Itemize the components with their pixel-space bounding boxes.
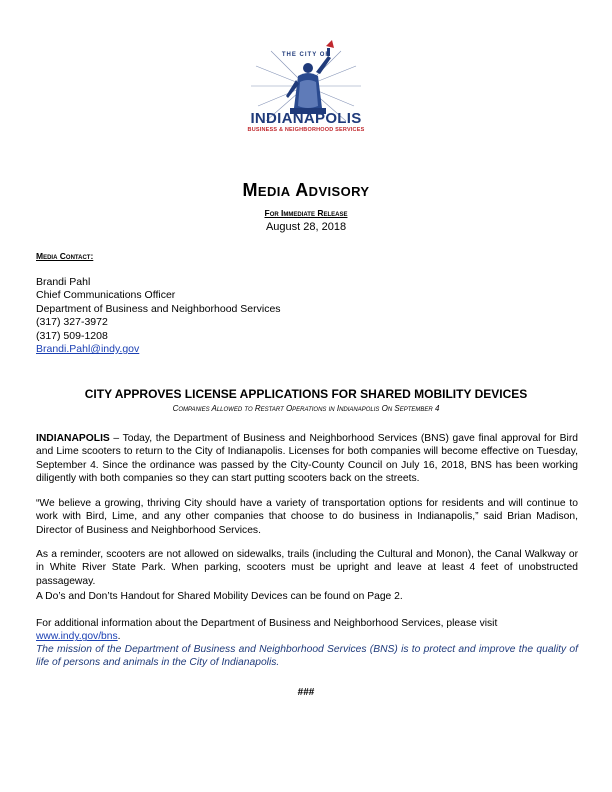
release-subheadline: Companies Allowed to Restart Operations in Indianapolis On September 4 <box>172 404 440 413</box>
paragraph-intro <box>36 432 578 486</box>
contact-phone-2: (317) 509-1208 <box>36 329 108 342</box>
paragraph-reminder: As a reminder, scooters are not allowed on sidewalks, trails (including the Cultural and Monon), the Canal Walkway or in White River State Park. When parking, scooters must be upright and leave at least 4 feet of unobstructed passageway. <box>36 549 578 587</box>
release-headline: CITY APPROVES LICENSE APPLICATIONS FOR SHARED MOBILITY DEVICES <box>84 387 528 401</box>
paragraph-intro-text: – Today, the Department of Business and Neighborhood Services (BNS) gave final approval for Bird and Lime scooters to return to the City of Indianapolis. Licenses for both companies will become effective on Tuesday, September 4. Since the ordinance was passed by the City-County Council on July 16, 2018, BNS has been working diligently with both companies so they can start putting scooters back on the streets. <box>36 433 578 485</box>
contact-name: Brandi Pahl <box>36 276 91 288</box>
paragraph-quote: “We believe a growing, thriving City should have a variety of transportation options for residents and will continue to work with Bird, Lime, and any other companies that choose to do business in Indianapolis,” said Brian Madison, Director of Business and Neighborhood Services. <box>36 498 578 536</box>
media-contact-block <box>36 276 281 356</box>
logo-arc-text: THE CITY OF <box>281 52 331 58</box>
bns-website-link[interactable]: www.indy.gov/bns <box>36 631 118 643</box>
media-contact-heading: Media Contact: <box>36 251 94 261</box>
contact-department: Department of Business and Neighborhood Services <box>36 302 281 315</box>
contact-email-link[interactable]: Brandi.Pahl@indy.gov <box>36 343 140 356</box>
media-advisory-title: Media Advisory <box>242 180 370 200</box>
release-date: August 28, 2018 <box>265 221 347 233</box>
paragraph-more-info <box>36 617 578 644</box>
mission-statement: The mission of the Department of Business and Neighborhood Services (BNS) is to protect and improve the quality of life of persons and animals in the City of Indianapolis. <box>36 644 578 669</box>
paragraph-handout: A Do’s and Don’ts Handout for Shared Mobility Devices can be found on Page 2. <box>36 591 403 602</box>
logo-title: INDIANAPOLIS <box>250 110 362 127</box>
contact-phone-1: (317) 327-3972 <box>36 316 108 329</box>
release-label: For Immediate Release <box>264 208 348 218</box>
logo-subtitle: BUSINESS & NEIGHBORHOOD SERVICES <box>247 127 365 133</box>
more-info-period: . <box>117 631 121 643</box>
contact-role: Chief Communications Officer <box>36 289 176 302</box>
dateline: INDIANAPOLIS <box>36 433 110 444</box>
end-mark: ### <box>297 687 315 698</box>
more-info-text: For additional information about the Department of Business and Neighborhood Services, please visit <box>36 618 498 629</box>
